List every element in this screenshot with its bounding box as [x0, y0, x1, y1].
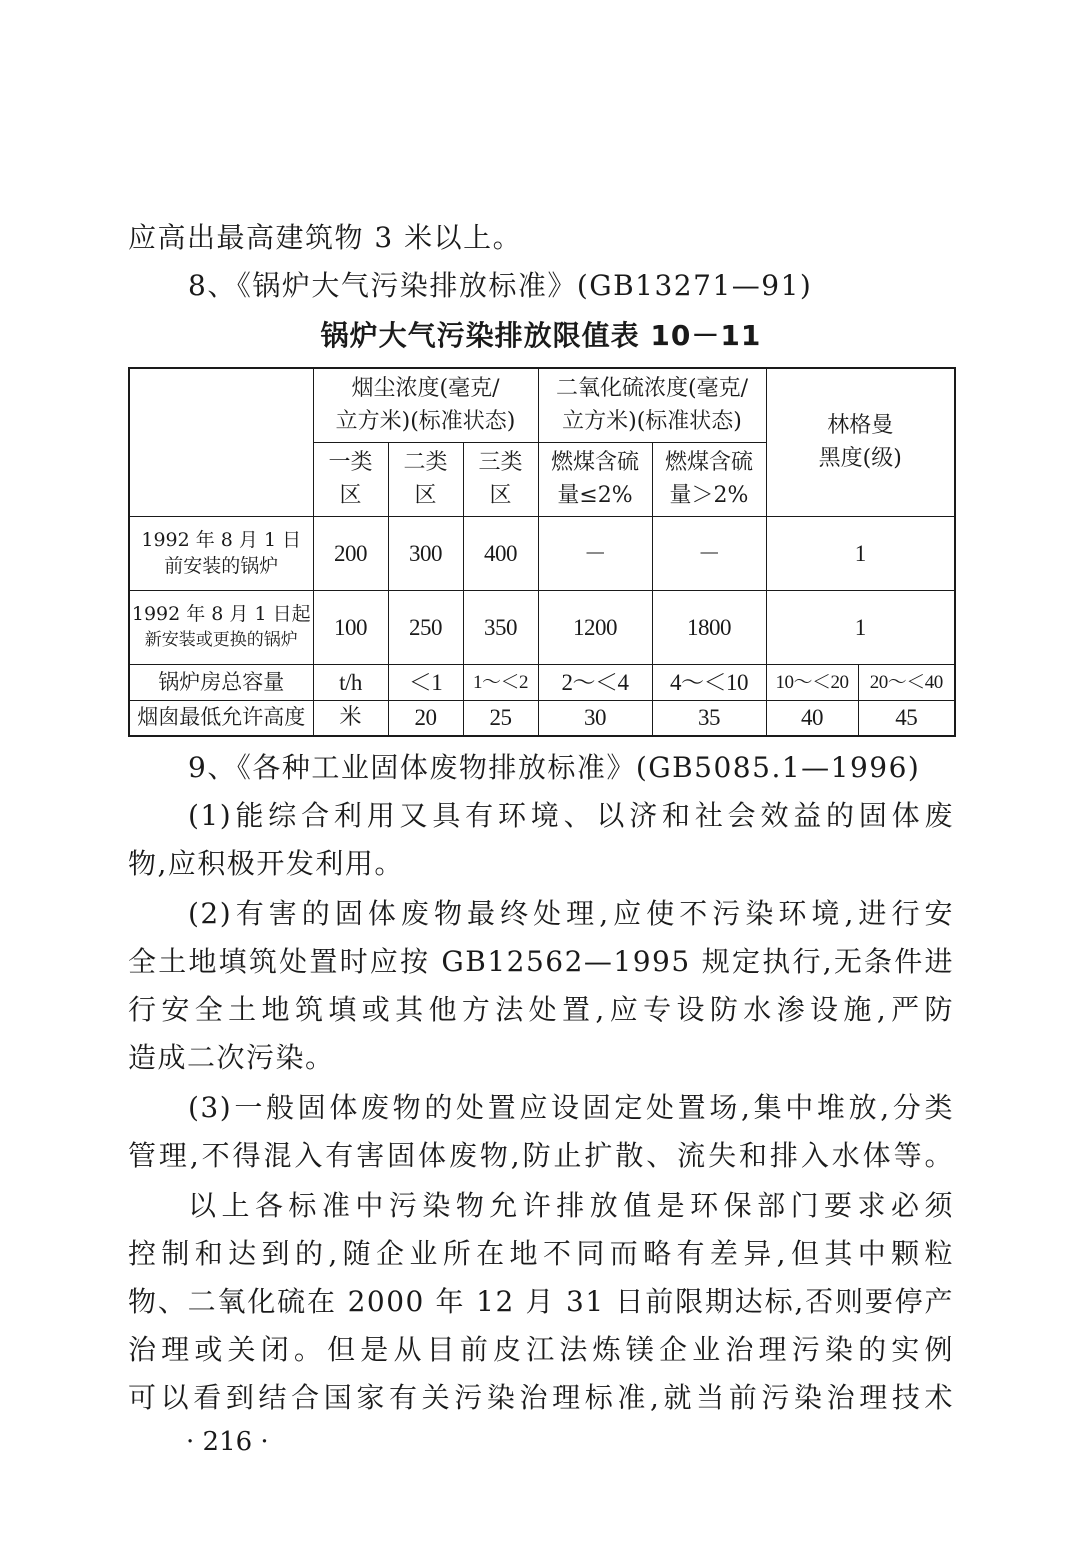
table-cell: 35 [652, 700, 766, 736]
table-cell: 1800 [652, 590, 766, 664]
body-line: 物、二氧化硫在 2000 年 12 月 31 日前限期达标,否则要停产 [128, 1285, 954, 1318]
table-cell: 250 [388, 590, 463, 664]
zone-2-header: 二类 区 [388, 442, 463, 516]
page-number: · 216 · [186, 1427, 269, 1457]
row-label: 锅炉房总容量 [129, 664, 313, 700]
section-8-heading: 8、《锅炉大气污染排放标准》(GB13271—91) [188, 269, 813, 302]
table-cell: 20 [388, 700, 463, 736]
section-9-heading: 9、《各种工业固体废物排放标准》(GB5085.1—1996) [188, 751, 921, 784]
body-line: (3)一般固体废物的处置应设固定处置场,集中堆放,分类 [188, 1091, 954, 1124]
row-label: 1992 年 8 月 1 日起 新安装或更换的锅炉 [129, 590, 313, 664]
table-cell: － [652, 516, 766, 590]
table-cell: 30 [538, 700, 652, 736]
table-cell: 300 [388, 516, 463, 590]
table-row [129, 700, 955, 736]
row-label: 1992 年 8 月 1 日 前安装的锅炉 [129, 516, 313, 590]
body-line: 治理或关闭。但是从目前皮江法炼镁企业治理污染的实例 [128, 1333, 954, 1366]
coal-sulfur-low-header: 燃煤含硫 量≤2% [538, 442, 652, 516]
table-corner-cell [129, 368, 313, 516]
coal-sulfur-high-header: 燃煤含硫 量＞2% [652, 442, 766, 516]
body-line: (2)有害的固体废物最终处理,应使不污染环境,进行安 [188, 897, 954, 930]
table-cell: ＜1 [388, 664, 463, 700]
table-cell: 2～＜4 [538, 664, 652, 700]
body-line: 可以看到结合国家有关污染治理标准,就当前污染治理技术 [128, 1381, 954, 1414]
table-cell: 1 [766, 516, 955, 590]
zone-1-header: 一类 区 [313, 442, 388, 516]
emission-limits-table [128, 367, 956, 737]
zone-3-header: 三类 区 [463, 442, 538, 516]
table-cell: 1200 [538, 590, 652, 664]
body-line: 造成二次污染。 [128, 1041, 335, 1074]
table-cell: 40 [766, 700, 858, 736]
table-cell: 20～＜40 [858, 664, 955, 700]
table-cell: 100 [313, 590, 388, 664]
body-line: (1)能综合利用又具有环境、以济和社会效益的固体废 [188, 799, 954, 832]
body-line: 物,应积极开发利用。 [128, 847, 404, 880]
table-cell: 1 [766, 590, 955, 664]
table-row [129, 516, 955, 590]
body-line: 控制和达到的,随企业所在地不同而略有差异,但其中颗粒 [128, 1237, 954, 1270]
table-cell: 米 [313, 700, 388, 736]
body-line: 以上各标准中污染物允许排放值是环保部门要求必须 [188, 1189, 954, 1222]
body-line: 管理,不得混入有害固体废物,防止扩散、流失和排入水体等。 [128, 1139, 954, 1172]
table-row [129, 590, 955, 664]
ringelmann-header: 林格曼 黑度(级) [766, 368, 955, 516]
table-row [129, 664, 955, 700]
smoke-concentration-header: 烟尘浓度(毫克/ 立方米)(标准状态) [313, 368, 538, 442]
table-cell: 200 [313, 516, 388, 590]
body-line: 行安全土地筑填或其他方法处置,应专设防水渗设施,严防 [128, 993, 954, 1026]
table-cell: 45 [858, 700, 955, 736]
table-cell: 25 [463, 700, 538, 736]
table-cell: 350 [463, 590, 538, 664]
table-cell: 400 [463, 516, 538, 590]
so2-concentration-header: 二氧化硫浓度(毫克/ 立方米)(标准状态) [538, 368, 766, 442]
body-line: 应高出最高建筑物 3 米以上。 [128, 221, 523, 254]
table-cell: t/h [313, 664, 388, 700]
table-cell: 1～＜2 [463, 664, 538, 700]
table-cell: 10～＜20 [766, 664, 858, 700]
body-line: 全土地填筑处置时应按 GB12562—1995 规定执行,无条件进 [128, 945, 954, 978]
table-cell: 4～＜10 [652, 664, 766, 700]
table-title: 锅炉大气污染排放限值表 10－11 [320, 319, 762, 352]
row-label: 烟囱最低允许高度 [129, 700, 313, 736]
table-cell: － [538, 516, 652, 590]
